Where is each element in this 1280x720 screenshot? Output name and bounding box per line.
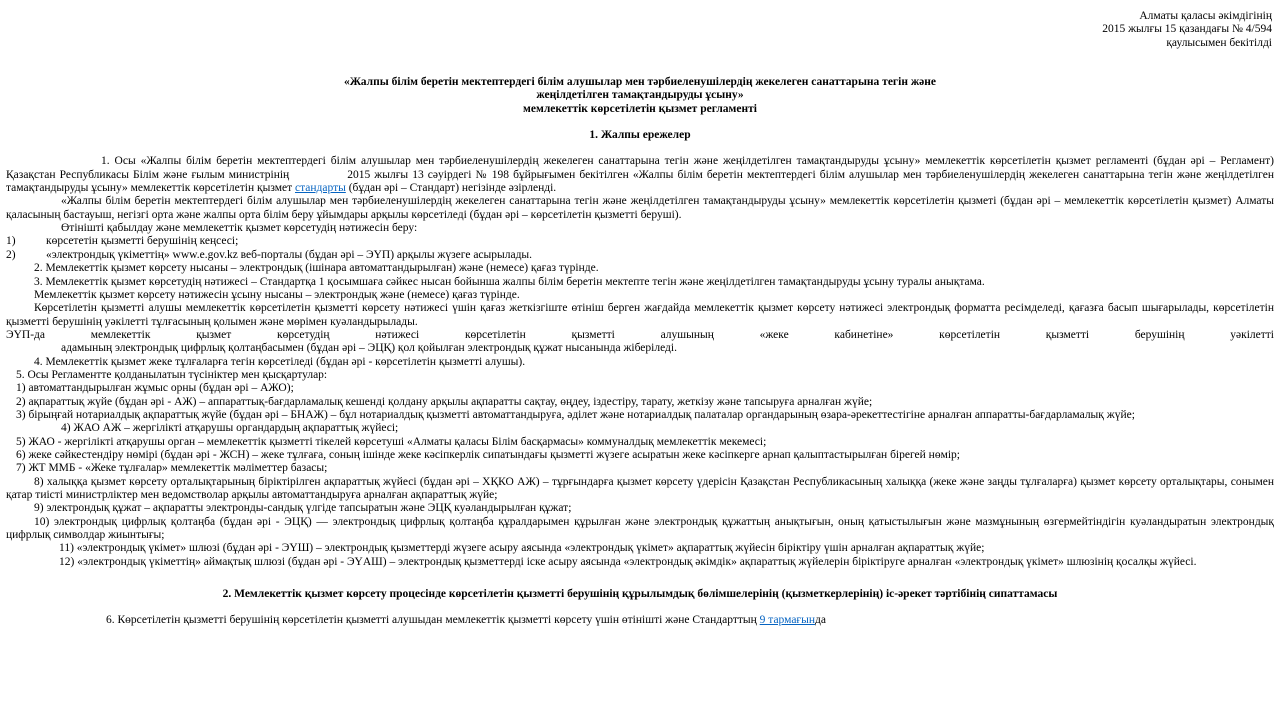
paragraph-1-text: 1. Осы «Жалпы білім беретін мектептердегі білім алушылар мен тәрбиеленушілердің жекелеген санаттарына тегін және жеңілдетілген тамақтандыруды ұсыну» мемлекеттік көрсетілетін қызмет регламенті (бұдан әрі – Регламент) Қазақстан Республикасы Білім және ғылым министрінің: [6, 155, 1274, 181]
paragraph-form: 2. Мемлекеттік қызмет көрсету нысаны – электрондық (ішінара автоматтандырылған) және (немесе) қағаз түрінде.: [34, 262, 599, 275]
paragraph-free-service: 4. Мемлекеттік қызмет жеке тұлғаларға тегін көрсетіледі (бұдан әрі - көрсетілетін қызметті алушы).: [34, 355, 526, 368]
definition-item: 11) «электрондық үкімет» шлюзі (бұдан әрі - ЭҮШ) – электрондық қызметтерді жүзеге асыру аясында «электрондық үкімет» ақпараттық жүйесін біріктіру үшін арналған ақпараттық жүйе;: [59, 542, 985, 555]
paragraph-6-text: да: [815, 614, 826, 627]
definition-item: 2) ақпараттық жүйе (бұдан әрі - АЖ) – аппараттық-бағдарламалық кешенді қолдану арқылы ақпаратты сақтау, өңдеу, іздестіру, тарату, жеткізу және тапсыруға арналған жүйе;: [16, 395, 873, 408]
definition-item: 8) халыққа қызмет көрсету орталықтарының біріктірілген ақпараттық жүйесі (бұдан әрі – ХҚКО АЖ) – тұрғындарға қызмет көрсету үдерісін Қазақстан Республикасының халыққа (жеке және заңды тұлғаларға) қызмет көрсету орталықтары, сонымен қатар тиісті министрліктер мен ведомстволар арқылы автоматтандыруға арналған ақпараттық жүйе;: [6, 475, 1274, 501]
paragraph-1: [6, 155, 1274, 195]
paragraph-3: Өтінішті қабылдау және мемлекеттік қызмет көрсетудің нәтижесін беру:: [61, 222, 418, 235]
definition-item: 1) автоматтандырылған жұмыс орны (бұдан әрі – АЖО);: [16, 382, 294, 395]
paragraph-9-link[interactable]: 9 тармағын: [759, 614, 816, 627]
paragraph-1-text: 2015 жылғы 13 сәуірдегі № 198 бұйрығымен бекітілген «Жалпы білім беретін мектептердегі білім алушылар мен тәрбиеленушілердің жекелеген санаттарына тегін және жеңілдетілген тамақтандыруды ұсыну» мемлекеттік көрсетілетін қызмет: [6, 168, 1274, 195]
list-item-text: көрсететін қызметті берушінің кеңсесі;: [46, 235, 239, 248]
paragraph-eup-line-2: адамының электрондық цифрлық қолтаңбасымен (бұдан әрі – ЭЦҚ) қол қойылған электрондық құжат нысанында жіберіледі.: [61, 342, 677, 355]
paragraph-eup-line-1: ЭҮП-да мемлекеттік қызмет көрсетудің нәтижесі көрсетілетін қызметті алушының «жеке кабинетіне» көрсетілетін қызметті берушінің уәкілетті: [6, 328, 1274, 341]
list-item: [6, 235, 1274, 248]
document-title: [6, 76, 1274, 116]
approval-line: Алматы қаласы әкімдігінің: [1139, 10, 1272, 22]
section-2-heading: 2. Мемлекеттік қызмет көрсету процесінде көрсетілетін қызметті берушінің құрылымдық бөлімшелерінің (қызметкерлерінің) іс-әрекет тәртібінің сипаттамасы: [222, 588, 1058, 601]
paragraph-terms-intro: 5. Осы Регламентте қолданылатын түсініктер мен қысқартулар:: [16, 368, 328, 381]
paragraph-result-form: Мемлекеттік қызмет көрсету нәтижесін ұсыну нысаны – электрондық және (немесе) қағаз түрінде.: [34, 288, 520, 301]
definition-item: 10) электрондық цифрлық қолтаңба (бұдан әрі - ЭЦҚ) — электрондық цифрлық қолтаңба құралдарымен құрылған және электрондық құжаттың анықтығын, оның қатыстылығын және мазмұнының өзгермейтіндігін куәландыратын электрондық цифрлық символдар жиынтығы;: [6, 515, 1274, 542]
list-item: [6, 249, 1274, 262]
approval-block: [6, 10, 1274, 50]
list-item-number: 2): [6, 248, 16, 261]
definition-item: 9) электрондық құжат – ақпаратты электронды-сандық үлгіде тапсыратын және ЭЦҚ куәландырылған құжат;: [34, 502, 572, 515]
definition-item: 7) ЖТ ММБ - «Жеке тұлғалар» мемлекеттік мәліметтер базасы;: [16, 462, 328, 475]
definition-item: 12) «электрондық үкіметтің» аймақтық шлюзі (бұдан әрі - ЭҮАШ) – электрондық қызметтерді іске асыру аясында «электрондық әкімдік» ақпараттық жүйелерін біріктіруге арналған «электрондық үкімет» шлюзінің қосалқы жүйесі.: [59, 555, 1197, 568]
section-1-heading: 1. Жалпы ережелер: [589, 129, 691, 142]
definition-item: 3) бірыңғай нотариалдық ақпараттық жүйе (бұдан әрі – БНАЖ) – бұл нотариалдық қызметті автоматтандыруға, әділет және нотариалдық палаталар органдарының өзара-әрекеттестігіне арналған аппаратты-бағдарламалық жүйе;: [16, 408, 1135, 421]
approval-line: 2015 жылғы 15 қазандағы № 4/594: [1102, 23, 1272, 36]
definition-item: 5) ЖАО - жергілікті атқарушы орган – мемлекеттік қызметті тікелей көрсетуші «Алматы қаласы Білім басқармасы» коммуналдық мемлекеттік мекемесі;: [16, 435, 767, 448]
title-line: «Жалпы білім беретін мектептердегі білім алушылар мен тәрбиеленушілердің жекелеген санаттарына тегін және: [343, 76, 937, 89]
paragraph-1-text: (бұдан әрі – Стандарт) негізінде әзірленді.: [345, 182, 557, 195]
list-item-text: «электрондық үкіметтің» www.e.gov.kz веб-порталы (бұдан әрі – ЭҮП) арқылы жүзеге асырылады.: [46, 248, 533, 261]
title-line: жеңілдетілген тамақтандыруды ұсыну»: [536, 89, 744, 102]
definition-item: 4) ЖАО АЖ – жергілікті атқарушы органдардың ақпараттық жүйесі;: [61, 422, 399, 435]
title-line: мемлекеттік көрсетілетін қызмет регламенті: [523, 102, 757, 115]
list-item-number: 1): [6, 235, 16, 248]
paragraph-6-text: 6. Көрсетілетін қызметті берушінің көрсетілетін қызметті алушыдан мемлекеттік қызметті көрсету үшін өтінішті және Стандарттың: [106, 614, 760, 627]
paragraph-result: 3. Мемлекеттік қызмет көрсетудің нәтижесі – Стандартқа 1 қосымшаға сәйкес нысан бойынша жалпы білім беретін мектепте тегін және жеңілдетілген тамақтандыруды ұсыну туралы анықтама.: [34, 275, 985, 288]
approval-line: қаулысымен бекітілді: [1166, 36, 1272, 49]
paragraph-paper: Көрсетілетін қызметті алушы мемлекеттік көрсетілетін қызметті көрсету нәтижесі үшін қағаз жеткізгіште өтініш берген жағдайда мемлекеттік қызмет көрсету нәтижесі электрондық форматта ресімделеді, қағазға басып шығарылады, көрсетілетін қызметті берушінің уәкілетті тұлғасының қолымен және мөрімен куәландырылады.: [6, 302, 1274, 328]
document-body: [6, 155, 1274, 569]
definition-item: 6) жеке сәйкестендіру нөмірі (бұдан әрі - ЖСН) – жеке тұлғаға, соның ішінде жеке кәсіпкерлік сипатындағы қызметті жүзеге асыратын жеке кәсіпкерге арнап қалыптастырылған бірегей нөмір;: [16, 448, 961, 461]
paragraph-2: «Жалпы білім беретін мектептердегі білім алушылар мен тәрбиеленушілердің жекелеген санаттарына тегін және жеңілдетілген тамақтандыруды ұсыну» мемлекеттік көрсетілетін қызметі (бұдан әрі – мемлекеттік көрсетілетін қызмет) Алматы қаласының бастауыш, негізгі орта және жалпы орта білім беру ұйымдары арқылы көрсетіледі (бұдан әрі – көрсетілетін қызметті беруші).: [6, 195, 1274, 221]
paragraph-6: [6, 614, 1274, 627]
standart-link[interactable]: стандарты: [294, 182, 346, 195]
